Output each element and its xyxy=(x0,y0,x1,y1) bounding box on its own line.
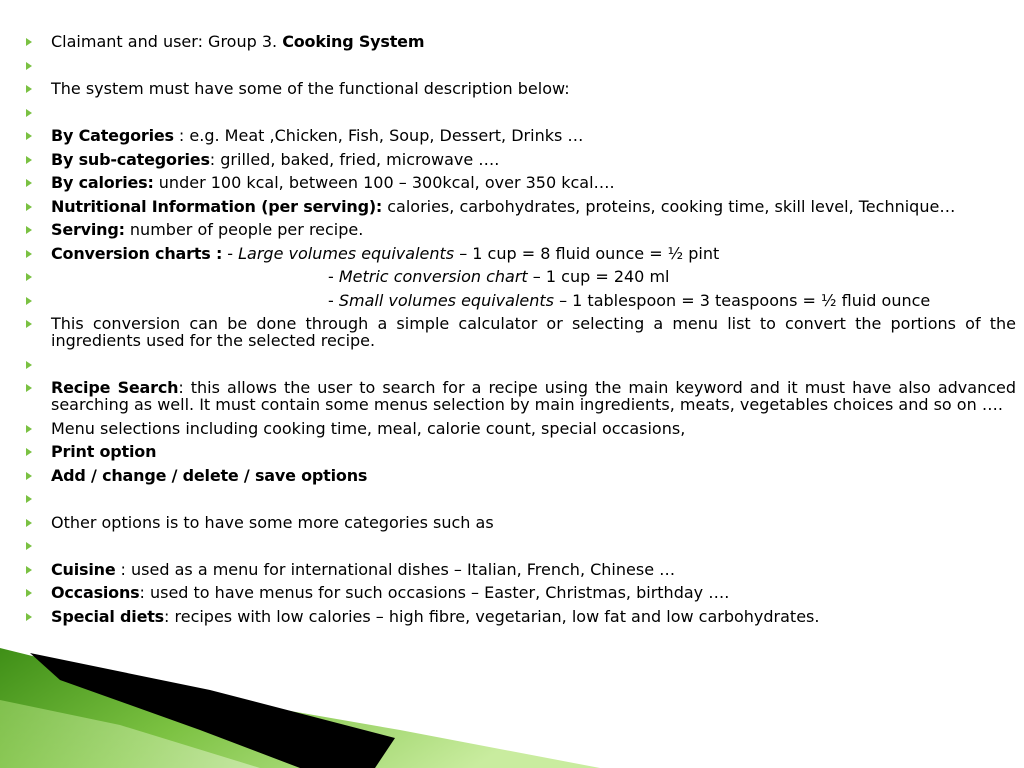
bullet-icon xyxy=(26,589,32,597)
bullet-list xyxy=(26,33,1016,631)
list-item-nutrition: Nutritional Information (per serving): calories, carbohydrates, proteins, cooking time, skill level, Technique… xyxy=(26,198,1016,215)
bullet-icon xyxy=(26,472,32,480)
list-item-serving: Serving: number of people per recipe. xyxy=(26,221,1016,238)
bullet-icon xyxy=(26,297,32,305)
list-item-small-volumes: - Small volumes equivalents – 1 tablespoon = 3 teaspoons = ½ fluid ounce xyxy=(26,292,1016,309)
list-item-occasions: Occasions: used to have menus for such occasions – Easter, Christmas, birthday …. xyxy=(26,584,1016,601)
list-item-metric-conversion: - Metric conversion chart – 1 cup = 240 ml xyxy=(26,268,1016,285)
list-item-empty xyxy=(26,537,1016,554)
bullet-icon xyxy=(26,156,32,164)
list-item-cuisine: Cuisine : used as a menu for international dishes – Italian, French, Chinese … xyxy=(26,561,1016,578)
list-item-calories: By calories: under 100 kcal, between 100 – 300kcal, over 350 kcal…. xyxy=(26,174,1016,191)
list-item-conversion-charts: Conversion charts : - Large volumes equivalents – 1 cup = 8 fluid ounce = ½ pint xyxy=(26,245,1016,262)
list-item-recipe-search: Recipe Search: this allows the user to search for a recipe using the main keyword and it must have also advanced searching as well. It must contain some menus selection by main ingredients, meats, vegetables choices and so on …. xyxy=(26,379,1016,413)
bullet-icon xyxy=(26,361,32,369)
list-item-edit-options: Add / change / delete / save options xyxy=(26,467,1016,484)
bullet-icon xyxy=(26,425,32,433)
list-item-print-option: Print option xyxy=(26,443,1016,460)
list-item-conversion-note: This conversion can be done through a simple calculator or selecting a menu list to convert the portions of the ingredients used for the selected recipe. xyxy=(26,315,1016,349)
list-item-empty xyxy=(26,57,1016,74)
list-item-categories: By Categories : e.g. Meat ,Chicken, Fish, Soup, Dessert, Drinks … xyxy=(26,127,1016,144)
bullet-icon xyxy=(26,132,32,140)
list-item-special-diets: Special diets: recipes with low calories – high fibre, vegetarian, low fat and low carbohydrates. xyxy=(26,608,1016,625)
list-item-menu-selections: Menu selections including cooking time, meal, calorie count, special occasions, xyxy=(26,420,1016,437)
bullet-icon xyxy=(26,38,32,46)
bullet-icon xyxy=(26,320,32,328)
bullet-icon xyxy=(26,109,32,117)
list-item-sub-categories: By sub-categories: grilled, baked, fried, microwave …. xyxy=(26,151,1016,168)
bullet-icon xyxy=(26,613,32,621)
bullet-icon xyxy=(26,495,32,503)
bullet-icon xyxy=(26,519,32,527)
bullet-icon xyxy=(26,226,32,234)
list-item-empty xyxy=(26,356,1016,373)
list-item: Claimant and user: Group 3. Cooking System xyxy=(26,33,1016,50)
list-item: The system must have some of the functional description below: xyxy=(26,80,1016,97)
bullet-icon xyxy=(26,62,32,70)
bullet-icon xyxy=(26,273,32,281)
list-item-empty xyxy=(26,490,1016,507)
bullet-icon xyxy=(26,250,32,258)
bullet-icon xyxy=(26,203,32,211)
bullet-icon xyxy=(26,85,32,93)
bullet-icon xyxy=(26,448,32,456)
list-item-other-options: Other options is to have some more categories such as xyxy=(26,514,1016,531)
bullet-icon xyxy=(26,566,32,574)
bullet-icon xyxy=(26,384,32,392)
bullet-icon xyxy=(26,179,32,187)
list-item-empty xyxy=(26,104,1016,121)
bullet-icon xyxy=(26,542,32,550)
